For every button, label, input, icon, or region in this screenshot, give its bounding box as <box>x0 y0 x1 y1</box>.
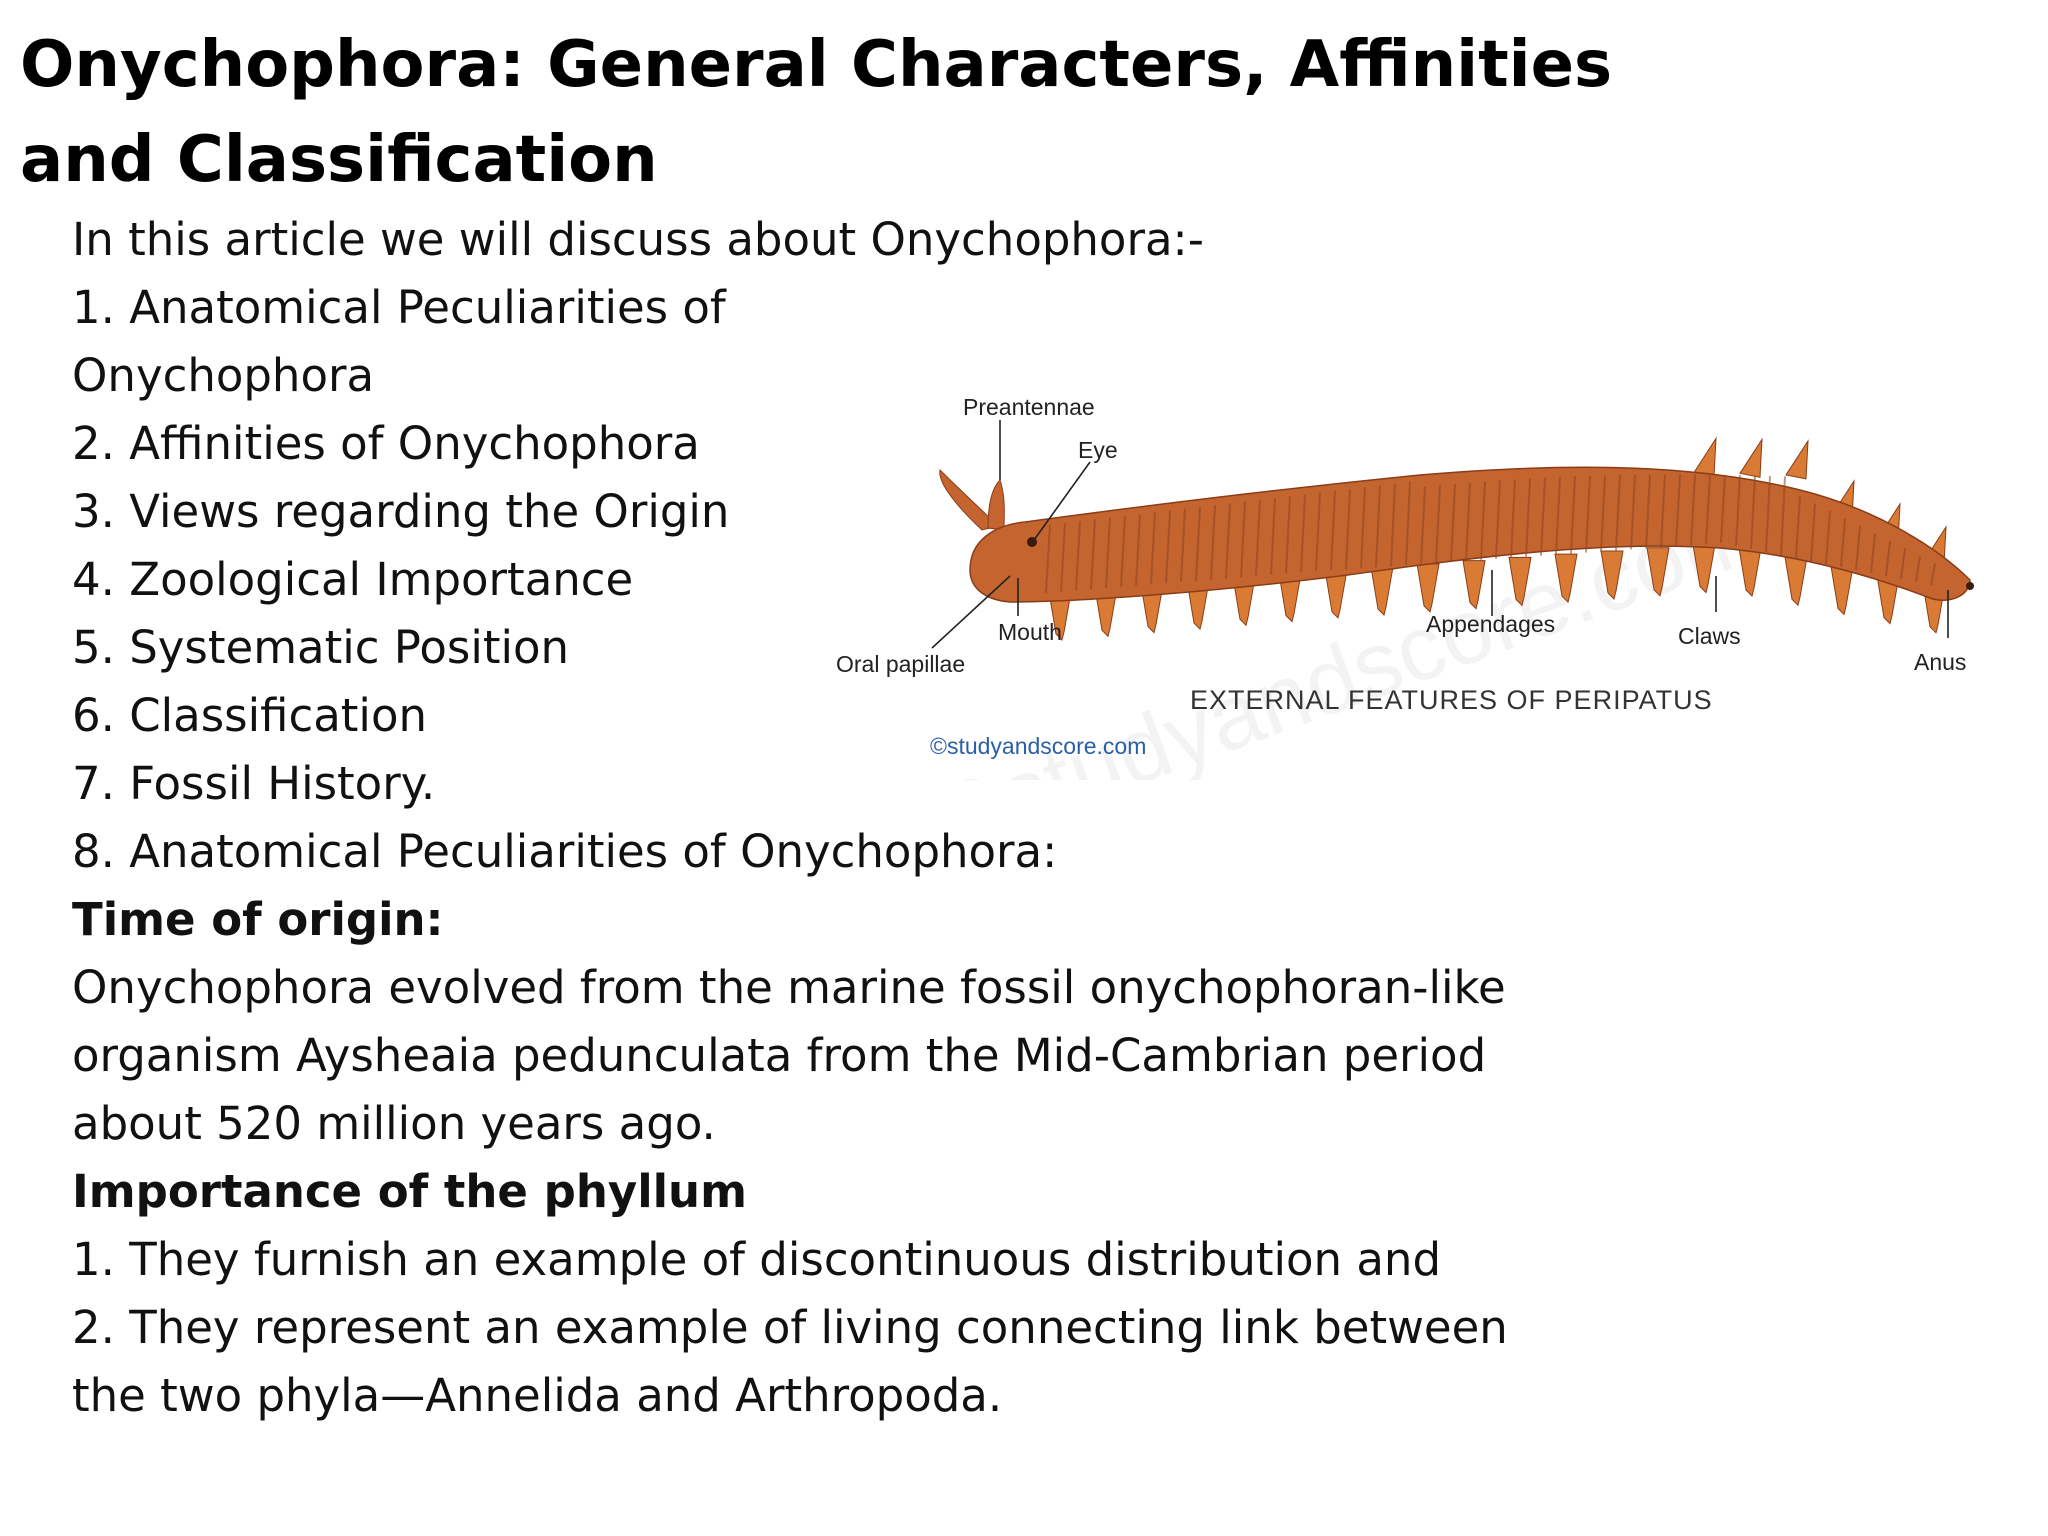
list-item: 6. Classification <box>72 689 427 742</box>
paragraph-line: the two phyla—Annelida and Arthropoda. <box>72 1369 1003 1422</box>
label-claws: Claws <box>1678 623 1741 649</box>
label-anus: Anus <box>1914 649 1967 675</box>
label-appendages: Appendages <box>1426 611 1556 637</box>
paragraph-line: organism Aysheaia pedunculata from the Mid-Cambrian period <box>72 1029 1487 1082</box>
section-heading-time-of-origin: Time of origin: <box>72 893 444 946</box>
list-item: 3. Views regarding the Origin <box>72 485 730 538</box>
list-item: Onychophora <box>72 349 375 402</box>
section-heading-importance: Importance of the phyllum <box>72 1165 747 1218</box>
paragraph-line: 2. They represent an example of living connecting link between <box>72 1301 1508 1354</box>
paragraph-line: Onychophora evolved from the marine fossil onychophoran-like <box>72 961 1506 1014</box>
label-preantennae: Preantennae <box>963 394 1095 420</box>
list-item: 5. Systematic Position <box>72 621 570 674</box>
list-item: 7. Fossil History. <box>72 757 436 810</box>
label-eye: Eye <box>1078 437 1118 463</box>
label-mouth: Mouth <box>998 619 1062 645</box>
figure-credit: ©studyandscore.com <box>930 733 1147 759</box>
dorsal-leg <box>1740 439 1762 477</box>
list-item: 8. Anatomical Peculiarities of Onychophora: <box>72 825 1058 878</box>
peripatus-diagram <box>820 380 2000 780</box>
intro-text: In this article we will discuss about Onychophora:- <box>72 213 1204 266</box>
paragraph-line: about 520 million years ago. <box>72 1097 716 1150</box>
paragraph-line: 1. They furnish an example of discontinuous distribution and <box>72 1233 1442 1286</box>
leg <box>1785 557 1807 605</box>
list-item: 1. Anatomical Peculiarities of <box>72 281 726 334</box>
peripatus-figure <box>820 380 2000 780</box>
label-oral-papillae: Oral papillae <box>836 651 966 677</box>
anus-dot <box>1966 582 1974 590</box>
list-item: 4. Zoological Importance <box>72 553 634 606</box>
page-title: Onychophora: General Characters, Affinities and Classification <box>20 28 1613 197</box>
preantenna-right <box>988 480 1004 530</box>
list-item: 2. Affinities of Onychophora <box>72 417 700 470</box>
figure-caption: EXTERNAL FEATURES OF PERIPATUS <box>1190 685 1713 715</box>
dorsal-leg <box>1786 441 1808 479</box>
dorsal-leg <box>1694 439 1716 477</box>
leg <box>1831 566 1853 614</box>
